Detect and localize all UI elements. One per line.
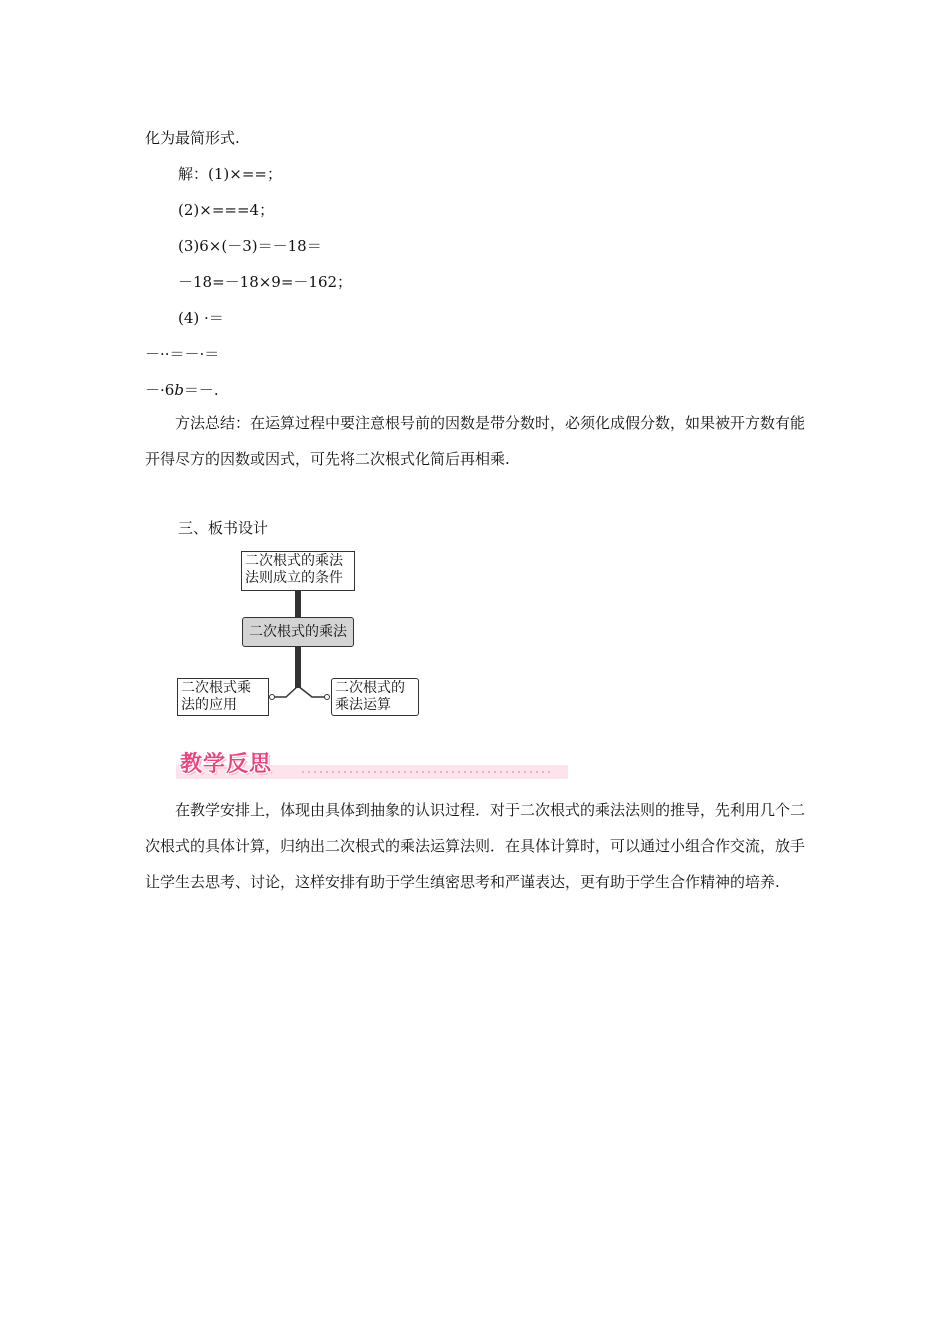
solution-line-8-prefix: －·6 [145, 381, 175, 399]
method-summary: 方法总结：在运算过程中要注意根号前的因数是带分数时，必须化成假分数，如果被开方数有能开得尽方的因数或因式，可先将二次根式化简后再相乘. [145, 414, 806, 468]
diagram-box-application-line-1: 二次根式乘 [181, 680, 251, 696]
solution-line-5: －18=－18×9=－162； [178, 273, 353, 291]
diagram-box-operation-line-1: 二次根式的 [335, 680, 405, 696]
reflection-banner-title: 教学反思 [180, 752, 273, 777]
solution-line-3: (2)×===4； [178, 201, 275, 219]
solution-line-4: (3)6×(－3)＝－18＝ [178, 237, 322, 255]
diagram-box-application [177, 678, 269, 716]
solution-line-2: 解：(1)×==； [178, 165, 282, 183]
diagram-box-center: 二次根式的乘法 [242, 617, 354, 647]
diagram-box-operation [331, 678, 419, 716]
solution-line-7: －··＝－·＝ [145, 345, 220, 363]
solution-line-1: 化为最简形式. [145, 129, 240, 147]
reflection-text: 在教学安排上，体现由具体到抽象的认识过程．对于二次根式的乘法法则的推导，先利用几个二次根式的具体计算，归纳出二次根式的乘法运算法则．在具体计算时，可以通过小组合作交流，放手让学生去思考、讨论，这样安排有助于学生缜密思考和严谨表达，更有助于学生合作精神的培养. [145, 801, 806, 891]
solution-line-8-suffix: ＝－. [183, 381, 219, 399]
board-design-heading: 三、板书设计 [178, 519, 269, 537]
diagram-box-conditions-line-2: 法则成立的条件 [245, 570, 343, 586]
reflection-banner-dots [300, 771, 550, 773]
solution-line-6: (4) ·＝ [178, 309, 224, 327]
variable-b: b [174, 381, 184, 399]
diagram-box-conditions [241, 551, 355, 591]
diagram-box-operation-line-2: 乘法运算 [335, 697, 391, 713]
diagram-box-application-line-2: 法的应用 [181, 697, 237, 713]
diagram-box-conditions-line-1: 二次根式的乘法 [245, 553, 343, 569]
